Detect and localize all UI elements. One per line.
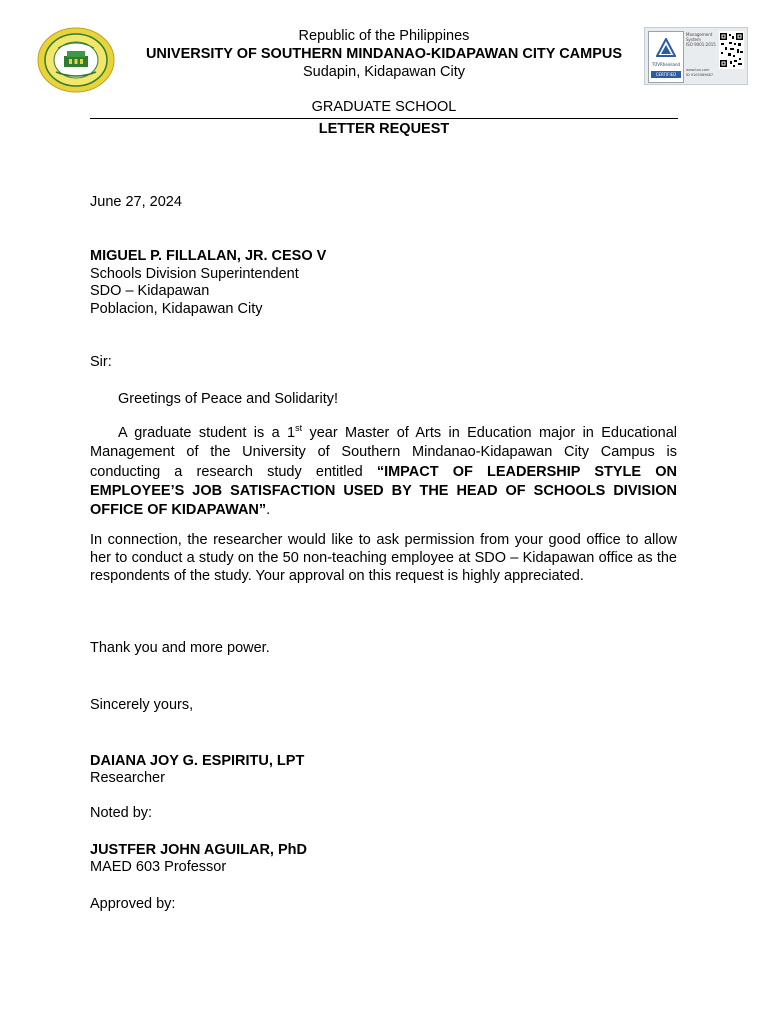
qr-code-icon (719, 31, 744, 69)
para1-mid: year Master of Arts in Education major in Educational Management of the University of Southern Mindanao-Kidapawan City Campus is conducting a research study entitled (90, 425, 678, 480)
para1-pre: A graduate student is a 1 (118, 425, 296, 441)
para1-sup: st (295, 423, 303, 434)
recipient-position: Schools Division Superintendent (90, 266, 299, 282)
triangle-icon (656, 38, 676, 58)
recipient-address: Poblacion, Kidapawan City (90, 301, 263, 317)
letterhead (120, 27, 648, 81)
recipient-name: MIGUEL P. FILLALAN, JR. CESO V (90, 248, 327, 264)
thanks-line: Thank you and more power. (90, 640, 270, 656)
letter-date: June 27, 2024 (90, 194, 182, 210)
iso-cert-label: Management System (686, 32, 713, 42)
research-title: “IMPACT OF LEADERSHIP STYLE ON EMPLOYEE’S JOB SATISFACTION USED BY THE HEAD OF SCHOOLS DIVISION OFFICE OF KIDAPAWAN” (90, 463, 677, 519)
body-paragraph-1 (90, 424, 677, 520)
iso-system-text (686, 32, 718, 47)
iso-brand: TÜVRheinland (651, 62, 681, 67)
iso-certified-label: CERTIFIED (655, 72, 677, 77)
document-title: LETTER REQUEST (318, 121, 450, 137)
header-divider (90, 118, 678, 119)
campus-address: Sudapin, Kidapawan City (302, 64, 466, 80)
approved-by-label: Approved by: (90, 896, 176, 912)
salutation: Sir: (90, 354, 112, 370)
professor-name: JUSTFER JOHN AGUILAR, PhD (90, 842, 307, 858)
iso-site: www.tuv.com (686, 68, 710, 72)
researcher-role: Researcher (90, 770, 165, 786)
researcher-name: DAIANA JOY G. ESPIRITU, LPT (90, 753, 305, 769)
para1-end: . (266, 502, 271, 519)
greeting: Greetings of Peace and Solidarity! (118, 391, 339, 407)
university-seal-logo (36, 26, 116, 94)
iso-certification-badge (644, 27, 748, 85)
iso-certified-bar (651, 71, 681, 78)
republic-line: Republic of the Philippines (298, 28, 470, 44)
university-name: UNIVERSITY OF SOUTHERN MINDANAO-KIDAPAWAN CITY CAMPUS (145, 46, 623, 62)
professor-role: MAED 603 Professor (90, 859, 227, 875)
recipient-office: SDO – Kidapawan (90, 283, 210, 299)
closing-line: Sincerely yours, (90, 697, 194, 713)
iso-footer-text (686, 68, 718, 77)
body-paragraph-2: In connection, the researcher would like to ask permission from your good office to allow her to conduct a study on the 50 non-teaching employee at SDO – Kidapawan office as the respondents of the study. Your approval on this request is highly appreciated. (90, 532, 677, 584)
iso-standard: ISO 9001:2015 (686, 42, 716, 47)
section-title: GRADUATE SCHOOL (311, 99, 457, 115)
noted-by-label: Noted by: (90, 805, 153, 821)
iso-id: ID 9105085687 (686, 72, 714, 77)
tuv-logo (648, 31, 684, 83)
